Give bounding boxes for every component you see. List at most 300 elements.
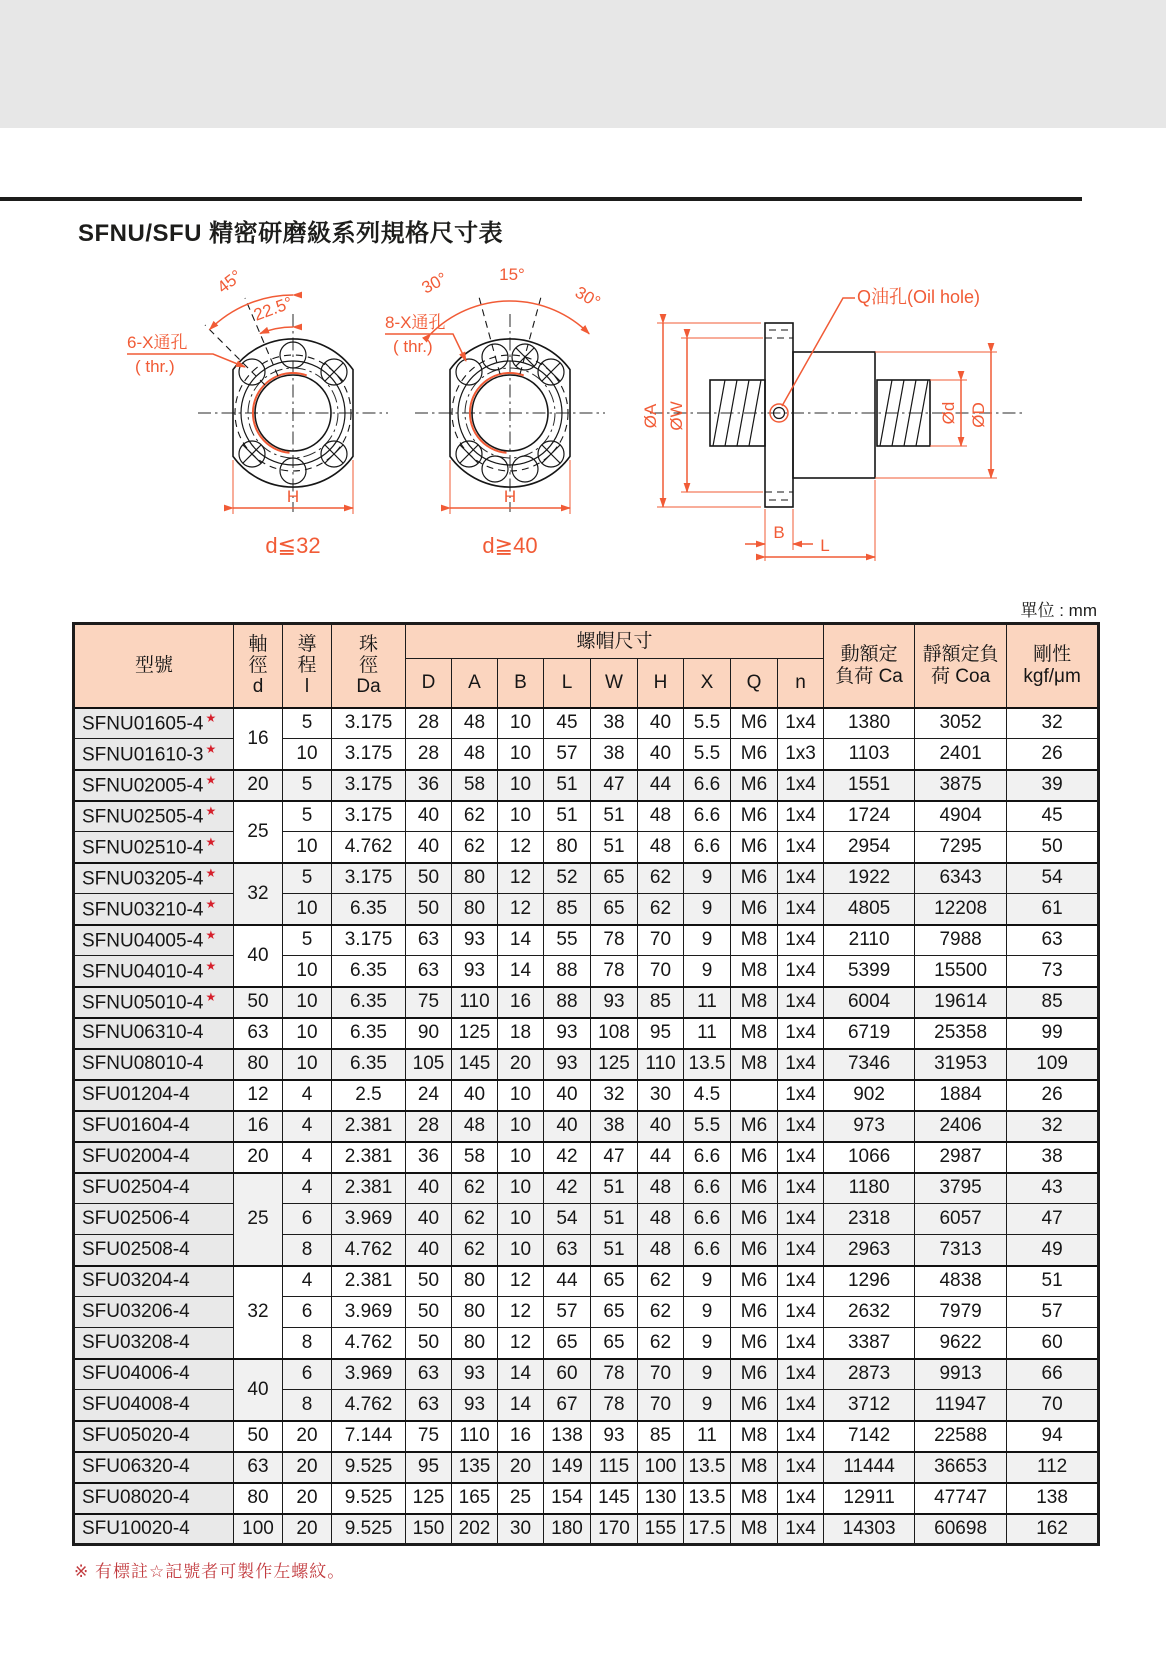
holes-note-8x-thr: ( thr.) xyxy=(393,337,433,356)
left-thread-star-icon: ★ xyxy=(205,741,217,756)
model-cell xyxy=(74,832,234,863)
dyn-load-cell: 973 xyxy=(824,1111,915,1142)
model-cell xyxy=(74,1204,234,1235)
model-label: SFU03206-4 xyxy=(82,1301,190,1322)
nut-dim-cell: 40 xyxy=(544,1111,591,1142)
stat-load-cell: 19614 xyxy=(915,987,1007,1018)
angle-30-right-label: 30° xyxy=(571,282,604,312)
model-cell xyxy=(74,1018,234,1049)
rigidity-cell: 94 xyxy=(1007,1421,1099,1452)
nut-dim-cell: 12 xyxy=(498,1297,544,1328)
rigidity-cell: 49 xyxy=(1007,1235,1099,1266)
ball-dia-cell: 2.381 xyxy=(332,1111,406,1142)
model-cell xyxy=(74,1328,234,1359)
stat-load-cell: 60698 xyxy=(915,1514,1007,1545)
spec-row xyxy=(74,1173,1099,1204)
nut-dim-cell: 65 xyxy=(591,894,638,925)
nut-dim-cell: 1x4 xyxy=(778,863,824,894)
nut-dim-cell: M6 xyxy=(731,708,778,739)
spec-row xyxy=(74,770,1099,801)
nut-dim-cell: 10 xyxy=(498,1235,544,1266)
model-cell xyxy=(74,1235,234,1266)
nut-dim-cell: M8 xyxy=(731,987,778,1018)
nut-dim-cell: 1x4 xyxy=(778,770,824,801)
nut-dim-cell: 108 xyxy=(591,1018,638,1049)
nut-dim-cell: 11 xyxy=(684,1018,731,1049)
dyn-load-cell: 7346 xyxy=(824,1049,915,1080)
nut-dim-cell: 54 xyxy=(544,1204,591,1235)
nut-dim-cell: 65 xyxy=(591,1266,638,1297)
lead-cell: 6 xyxy=(283,1297,332,1328)
nut-dim-cell: M8 xyxy=(731,1452,778,1483)
nut-dim-cell: 40 xyxy=(544,1080,591,1111)
nut-dim-cell: 1x4 xyxy=(778,1111,824,1142)
lead-cell: 5 xyxy=(283,925,332,956)
spec-row xyxy=(74,1483,1099,1514)
model-cell xyxy=(74,987,234,1018)
nut-dim-cell: 50 xyxy=(406,1297,452,1328)
model-cell xyxy=(74,925,234,956)
rigidity-cell: 60 xyxy=(1007,1328,1099,1359)
lead-cell: 4 xyxy=(283,1111,332,1142)
model-label: SFU02504-4 xyxy=(82,1177,190,1199)
nut-dim-cell: 1x4 xyxy=(778,1235,824,1266)
angle-30-left-label: 30° xyxy=(418,268,451,298)
nut-dim-cell: 9 xyxy=(684,1297,731,1328)
nut-dim-cell: 44 xyxy=(638,1142,684,1173)
lead-cell: 6 xyxy=(283,1359,332,1390)
nut-dim-cell: M8 xyxy=(731,1049,778,1080)
nut-dim-cell: 80 xyxy=(452,1297,498,1328)
ball-dia-cell: 6.35 xyxy=(332,1018,406,1049)
spec-table xyxy=(72,622,1100,1546)
spec-row xyxy=(74,801,1099,832)
col-header-stat-load xyxy=(915,624,1007,708)
model-cell xyxy=(74,1173,234,1204)
ball-dia-cell: 4.762 xyxy=(332,1235,406,1266)
model-label: SFU02004-4 xyxy=(82,1146,190,1167)
spec-row xyxy=(74,863,1099,894)
nut-dim-cell: 78 xyxy=(591,925,638,956)
nut-dim-cell: 18 xyxy=(498,1018,544,1049)
nut-dim-cell: 38 xyxy=(591,739,638,770)
dia-a-label: ØA xyxy=(641,403,660,429)
ball-dia-cell: 6.35 xyxy=(332,956,406,987)
dyn-load-cell: 1180 xyxy=(824,1173,915,1204)
stat-load-cell: 3052 xyxy=(915,708,1007,739)
nut-dim-cell: 6.6 xyxy=(684,832,731,863)
model-cell xyxy=(74,1421,234,1452)
nut-dim-cell: 25 xyxy=(498,1483,544,1514)
lead-header-line: 導 xyxy=(297,633,317,655)
nut-dim-cell: 62 xyxy=(638,894,684,925)
nut-dim-cell: 88 xyxy=(544,987,591,1018)
l-dim-label: L xyxy=(820,536,830,555)
ball-dia-cell: 3.969 xyxy=(332,1297,406,1328)
stat-load-cell: 2401 xyxy=(915,739,1007,770)
model-cell xyxy=(74,1483,234,1514)
model-cell xyxy=(74,956,234,987)
nut-dim-cell: 57 xyxy=(544,739,591,770)
rigidity-cell: 50 xyxy=(1007,832,1099,863)
model-label: SFU08020-4 xyxy=(82,1487,190,1508)
nut-dim-cell: 48 xyxy=(638,1173,684,1204)
caption-d-ge-40: d≧40 xyxy=(482,533,538,558)
dyn-load-cell: 2954 xyxy=(824,832,915,863)
nut-dim-cell: 5.5 xyxy=(684,739,731,770)
nut-dim-cell: 38 xyxy=(591,708,638,739)
nut-dim-cell: M6 xyxy=(731,894,778,925)
nut-dim-cell: 62 xyxy=(452,1204,498,1235)
spec-row xyxy=(74,956,1099,987)
model-label: SFU01204-4 xyxy=(82,1084,190,1105)
col-header-shaft-dia xyxy=(234,624,283,708)
lead-cell: 10 xyxy=(283,987,332,1018)
nut-dim-cell: 1x4 xyxy=(778,925,824,956)
nut-dim-cell: 51 xyxy=(591,832,638,863)
ball-dia-cell: 3.175 xyxy=(332,739,406,770)
col-header-rigidity xyxy=(1007,624,1099,708)
nut-dim-cell: 67 xyxy=(544,1390,591,1421)
dyn-load-cell: 2632 xyxy=(824,1297,915,1328)
rigidity-cell: 109 xyxy=(1007,1049,1099,1080)
nut-dim-cell: 45 xyxy=(544,708,591,739)
dyn-load-cell: 14303 xyxy=(824,1514,915,1545)
model-label: SFNU02510-4 xyxy=(82,836,204,858)
nut-dim-cell: 40 xyxy=(638,739,684,770)
nut-dim-cell: M6 xyxy=(731,1142,778,1173)
nut-dim-cell: 85 xyxy=(638,987,684,1018)
nut-dim-cell: 63 xyxy=(406,956,452,987)
stat-load-cell: 3795 xyxy=(915,1173,1007,1204)
model-cell xyxy=(74,739,234,770)
model-label: SFNU01610-3 xyxy=(82,743,204,765)
nut-dim-cell: 1x4 xyxy=(778,801,824,832)
col-header-W: W xyxy=(591,659,638,708)
lead-cell: 4 xyxy=(283,1080,332,1111)
lead-cell: 5 xyxy=(283,863,332,894)
rigidity-cell: 54 xyxy=(1007,863,1099,894)
model-cell xyxy=(74,1049,234,1080)
nut-dim-cell: 1x4 xyxy=(778,1359,824,1390)
nut-dim-cell: M8 xyxy=(731,1483,778,1514)
nut-dim-cell: M6 xyxy=(731,1235,778,1266)
left-thread-star-icon: ★ xyxy=(205,866,217,881)
nut-dim-cell: 1x4 xyxy=(778,1328,824,1359)
model-label: SFU03204-4 xyxy=(82,1270,190,1292)
nut-dim-cell: 170 xyxy=(591,1514,638,1545)
nut-dim-cell: M6 xyxy=(731,1173,778,1204)
nut-dim-cell: 6.6 xyxy=(684,770,731,801)
nut-dim-cell: 62 xyxy=(638,1297,684,1328)
nut-dim-cell: 62 xyxy=(638,1266,684,1297)
nut-dim-cell: 10 xyxy=(498,1080,544,1111)
shaft-dia-cell: 50 xyxy=(234,987,283,1018)
nut-dim-cell: 50 xyxy=(406,1266,452,1297)
nut-dim-cell: 6.6 xyxy=(684,1142,731,1173)
model-label: SFNU04010-4 xyxy=(82,960,204,982)
stat-load-cell: 9913 xyxy=(915,1359,1007,1390)
left-thread-star-icon: ★ xyxy=(205,711,217,726)
nut-dim-cell: 78 xyxy=(591,956,638,987)
dyn-load-cell: 6719 xyxy=(824,1018,915,1049)
shaft-dia-cell: 32 xyxy=(234,1266,283,1359)
col-header-B: B xyxy=(498,659,544,708)
nut-dim-cell: 70 xyxy=(638,1390,684,1421)
nut-dim-cell: 65 xyxy=(544,1328,591,1359)
nut-dim-cell: 1x4 xyxy=(778,1297,824,1328)
rigidity-cell: 112 xyxy=(1007,1452,1099,1483)
ball-dia-cell: 9.525 xyxy=(332,1452,406,1483)
ball-dia-cell: 2.381 xyxy=(332,1266,406,1297)
nut-dim-cell: 93 xyxy=(544,1018,591,1049)
nut-dim-cell: 14 xyxy=(498,956,544,987)
model-label: SFU04008-4 xyxy=(82,1393,190,1415)
model-label: SFNU04005-4 xyxy=(82,930,204,952)
shaft-dia-cell: 25 xyxy=(234,801,283,863)
nut-dim-cell: 42 xyxy=(544,1142,591,1173)
spec-row xyxy=(74,1235,1099,1266)
rigidity-cell: 32 xyxy=(1007,708,1099,739)
dyn-load-cell: 2110 xyxy=(824,925,915,956)
nut-dim-cell: 165 xyxy=(452,1483,498,1514)
spec-row xyxy=(74,1018,1099,1049)
rigidity-cell: 39 xyxy=(1007,770,1099,801)
header-divider-rule xyxy=(0,197,1082,201)
nut-dim-cell: 4.5 xyxy=(684,1080,731,1111)
dyn-load-cell: 7142 xyxy=(824,1421,915,1452)
left-thread-star-icon: ★ xyxy=(205,804,217,819)
nut-dim-cell: 13.5 xyxy=(684,1049,731,1080)
nut-dim-cell: 149 xyxy=(544,1452,591,1483)
nut-dim-cell: 62 xyxy=(452,1173,498,1204)
rigidity-cell: 32 xyxy=(1007,1111,1099,1142)
nut-dim-cell: 90 xyxy=(406,1018,452,1049)
lead-cell: 5 xyxy=(283,770,332,801)
dia-d-big-label: ØD xyxy=(969,402,988,428)
nut-dim-cell: 16 xyxy=(498,987,544,1018)
rigidity-cell: 85 xyxy=(1007,987,1099,1018)
nut-dim-cell: 154 xyxy=(544,1483,591,1514)
nut-dim-cell: 40 xyxy=(406,1235,452,1266)
rigidity-cell: 73 xyxy=(1007,956,1099,987)
nut-dim-cell: 70 xyxy=(638,956,684,987)
spec-row xyxy=(74,1111,1099,1142)
stat-load-cell: 11947 xyxy=(915,1390,1007,1421)
nut-dim-cell: 78 xyxy=(591,1390,638,1421)
model-label: SFNU02505-4 xyxy=(82,806,204,828)
spec-row xyxy=(74,1328,1099,1359)
rigidity-cell: 57 xyxy=(1007,1297,1099,1328)
nut-dim-cell: 93 xyxy=(544,1049,591,1080)
nut-dim-cell: 51 xyxy=(544,801,591,832)
nut-dim-cell: 51 xyxy=(591,1173,638,1204)
nut-dim-cell: M6 xyxy=(731,1266,778,1297)
nut-dim-cell: 63 xyxy=(544,1235,591,1266)
dyn-load-cell: 1922 xyxy=(824,863,915,894)
nut-dim-cell: 36 xyxy=(406,770,452,801)
stat-load-cell: 6057 xyxy=(915,1204,1007,1235)
page-top-band xyxy=(0,0,1166,128)
lead-cell: 10 xyxy=(283,832,332,863)
model-label: SFU04006-4 xyxy=(82,1363,190,1385)
nut-dim-cell: 1x4 xyxy=(778,1483,824,1514)
spec-row xyxy=(74,1142,1099,1173)
spec-row xyxy=(74,894,1099,925)
shaft-header-line: 徑 xyxy=(248,655,268,677)
model-label: SFU06320-4 xyxy=(82,1456,190,1477)
spec-row xyxy=(74,1297,1099,1328)
rigidity-header-line: 剛性 xyxy=(1033,644,1072,666)
rigidity-cell: 26 xyxy=(1007,1080,1099,1111)
nut-dim-cell: 75 xyxy=(406,987,452,1018)
nut-dim-cell: 47 xyxy=(591,1142,638,1173)
nut-dim-cell: 65 xyxy=(591,863,638,894)
nut-dim-cell: 85 xyxy=(544,894,591,925)
nut-dim-cell: 1x4 xyxy=(778,832,824,863)
nut-dim-cell xyxy=(731,1080,778,1111)
model-label: SFU05020-4 xyxy=(82,1425,190,1446)
nut-dim-cell: 93 xyxy=(452,925,498,956)
model-label: SFNU03210-4 xyxy=(82,898,204,920)
nut-dim-cell: 55 xyxy=(544,925,591,956)
lead-cell: 20 xyxy=(283,1514,332,1545)
nut-dim-cell: 88 xyxy=(544,956,591,987)
nut-dim-cell: 80 xyxy=(452,863,498,894)
nut-dim-cell: 150 xyxy=(406,1514,452,1545)
lead-cell: 8 xyxy=(283,1328,332,1359)
nut-dim-cell: 100 xyxy=(638,1452,684,1483)
nut-dim-cell: 44 xyxy=(638,770,684,801)
shaft-header-line: d xyxy=(252,676,264,698)
nut-dim-cell: 51 xyxy=(544,770,591,801)
nut-dim-cell: 60 xyxy=(544,1359,591,1390)
nut-dim-cell: 135 xyxy=(452,1452,498,1483)
nut-dim-cell: 48 xyxy=(638,1235,684,1266)
nut-dim-cell: 6.6 xyxy=(684,1204,731,1235)
nut-dim-cell: 36 xyxy=(406,1142,452,1173)
nut-dim-cell: M6 xyxy=(731,1297,778,1328)
shaft-dia-cell: 63 xyxy=(234,1018,283,1049)
lead-cell: 8 xyxy=(283,1235,332,1266)
lead-cell: 5 xyxy=(283,801,332,832)
ball-dia-cell: 3.175 xyxy=(332,708,406,739)
ball-dia-cell: 4.762 xyxy=(332,832,406,863)
nut-dim-cell: 14 xyxy=(498,1359,544,1390)
nut-dim-cell: 1x4 xyxy=(778,1049,824,1080)
nut-dim-cell: 1x4 xyxy=(778,956,824,987)
holes-note-6x-thr: ( thr.) xyxy=(135,357,175,376)
rigidity-cell: 47 xyxy=(1007,1204,1099,1235)
nut-dim-cell: M6 xyxy=(731,1328,778,1359)
nut-dim-cell: 1x3 xyxy=(778,739,824,770)
rigidity-cell: 138 xyxy=(1007,1483,1099,1514)
model-label: SFNU01605-4 xyxy=(82,713,204,735)
lead-cell: 10 xyxy=(283,894,332,925)
model-cell xyxy=(74,1266,234,1297)
nut-dim-cell: 80 xyxy=(452,1266,498,1297)
col-header-n: n xyxy=(778,659,824,708)
spec-row xyxy=(74,832,1099,863)
nut-dim-cell: 12 xyxy=(498,894,544,925)
nut-dim-cell: 12 xyxy=(498,863,544,894)
nut-side-view xyxy=(641,287,1025,561)
nut-dim-cell: 1x4 xyxy=(778,1080,824,1111)
lead-cell: 5 xyxy=(283,708,332,739)
rigidity-header-line: kgf/μm xyxy=(1023,665,1081,687)
nut-dim-cell: 20 xyxy=(498,1452,544,1483)
nut-dim-cell: 52 xyxy=(544,863,591,894)
ball-dia-cell: 2.381 xyxy=(332,1173,406,1204)
model-cell xyxy=(74,1297,234,1328)
dyn-load-cell: 5399 xyxy=(824,956,915,987)
stat-load-cell: 36653 xyxy=(915,1452,1007,1483)
lead-cell: 20 xyxy=(283,1421,332,1452)
nut-dim-cell: 44 xyxy=(544,1266,591,1297)
ball-dia-cell: 7.144 xyxy=(332,1421,406,1452)
lead-cell: 4 xyxy=(283,1173,332,1204)
lead-cell: 6 xyxy=(283,1204,332,1235)
stat-load-header-line: 靜額定負 xyxy=(922,644,999,666)
model-label: SFU01604-4 xyxy=(82,1115,190,1136)
nut-dim-cell: 5.5 xyxy=(684,1111,731,1142)
nut-dim-cell: 50 xyxy=(406,863,452,894)
col-header-nut-dims: 螺帽尺寸 xyxy=(406,624,824,659)
col-header-lead xyxy=(283,624,332,708)
shaft-dia-cell: 16 xyxy=(234,1111,283,1142)
dyn-load-cell: 11444 xyxy=(824,1452,915,1483)
left-thread-star-icon: ★ xyxy=(205,928,217,943)
nut-dim-cell: 1x4 xyxy=(778,708,824,739)
lead-header-line: l xyxy=(304,676,310,698)
shaft-dia-cell: 80 xyxy=(234,1049,283,1080)
ball-header-line: 珠 xyxy=(358,633,378,655)
nut-dim-cell: 63 xyxy=(406,1359,452,1390)
ball-dia-cell: 3.969 xyxy=(332,1204,406,1235)
shaft-dia-cell: 100 xyxy=(234,1514,283,1545)
spec-row xyxy=(74,925,1099,956)
stat-load-cell: 22588 xyxy=(915,1421,1007,1452)
nut-dim-cell: 138 xyxy=(544,1421,591,1452)
model-cell xyxy=(74,708,234,739)
spec-row xyxy=(74,1359,1099,1390)
holes-note-6x: 6-X通孔 xyxy=(127,333,188,352)
ball-dia-cell: 2.381 xyxy=(332,1142,406,1173)
nut-dim-cell: 10 xyxy=(498,708,544,739)
caption-d-le-32: d≦32 xyxy=(265,533,321,558)
model-label: SFU10020-4 xyxy=(82,1517,190,1539)
page-title: SFNU/SFU 精密研磨級系列規格尺寸表 xyxy=(78,220,504,247)
ball-dia-cell: 6.35 xyxy=(332,987,406,1018)
stat-load-cell: 25358 xyxy=(915,1018,1007,1049)
nut-dim-cell: 20 xyxy=(498,1049,544,1080)
nut-dim-cell: 93 xyxy=(452,956,498,987)
model-cell xyxy=(74,1359,234,1390)
ball-dia-cell: 3.175 xyxy=(332,863,406,894)
nut-dim-cell: 95 xyxy=(638,1018,684,1049)
nut-dim-cell: 32 xyxy=(591,1080,638,1111)
rigidity-cell: 61 xyxy=(1007,894,1099,925)
nut-dim-cell: 1x4 xyxy=(778,1266,824,1297)
left-thread-star-icon: ★ xyxy=(205,834,217,849)
nut-dim-cell: 70 xyxy=(638,925,684,956)
nut-dim-cell: M6 xyxy=(731,1359,778,1390)
nut-dim-cell: 95 xyxy=(406,1452,452,1483)
lead-cell: 10 xyxy=(283,1049,332,1080)
nut-dim-cell: 40 xyxy=(406,801,452,832)
nut-dim-cell: 93 xyxy=(591,1421,638,1452)
nut-dim-cell: 1x4 xyxy=(778,1018,824,1049)
